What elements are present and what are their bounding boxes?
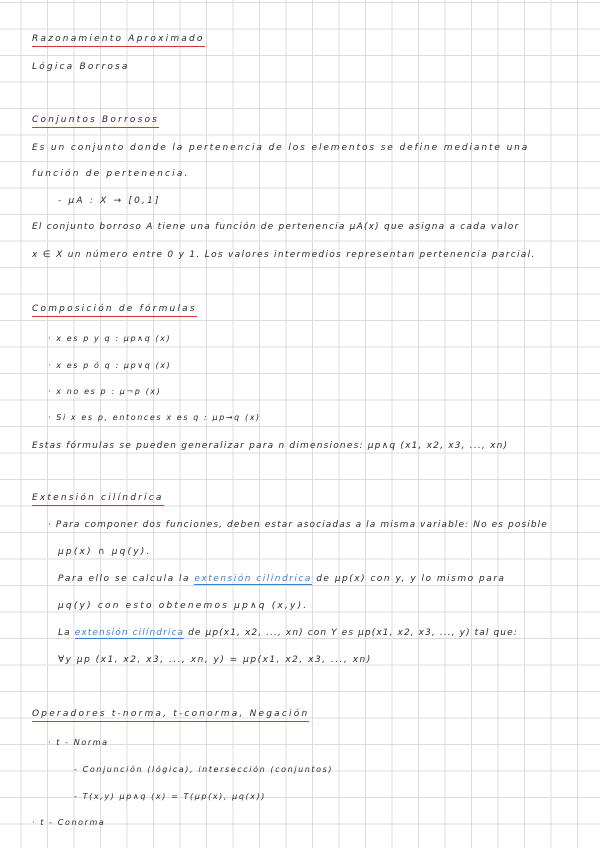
paragraph-line [58,574,505,585]
paragraph-line: Es un conjunto donde la pertenencia de los elementos se define mediante una [32,143,530,153]
section-heading-composicion: Composición de fórmulas [32,304,197,317]
list-item: · x es p ó q : μp∨q (x) [48,361,172,370]
section-heading-operadores: Operadores t-norma, t-conorma, Negación [32,709,309,722]
text-fragment: de μp(x) con y, y lo mismo para [316,574,506,584]
formula-line: ∀y μp (x1, x2, x3, ..., xn, y) = μp(x1, x2, x3, ..., xn) [58,655,372,665]
paragraph-line: · Para componer dos funciones, deben estar asociadas a la misma variable: No es posible [48,520,548,530]
paragraph-line: x ∈ X un número entre 0 y 1. Los valores intermedios representan pertenencia parcial. [32,250,536,260]
section-heading-extension: Extensión cilíndrica [32,493,164,506]
paragraph-line: μp(x) ∩ μq(y). [58,547,152,557]
list-item: · x es p y q : μp∧q (x) [48,334,172,343]
paragraph-line: El conjunto borroso A tiene una función de pertenencia μA(x) que asigna a cada valor [32,222,520,232]
paragraph-line: μq(y) con esto obtenemos μp∧q (x,y). [58,601,309,611]
formula-line: - μA : X → [0,1] [58,196,161,206]
text-fragment: de μp(x1, x2, ..., xn) con Y es μp(x1, x2, x3, ..., y) tal que: [188,628,518,638]
paragraph-line: Estas fórmulas se pueden generalizar para n dimensiones: μp∧q (x1, x2, x3, ..., xn) [32,441,509,451]
list-item: · t - Conorma [32,818,106,827]
highlighted-term: extensión cilíndrica [194,574,312,584]
list-item: - T(x,y) μp∧q (x) = T(μp(x), μq(x)) [74,792,267,801]
note-title: Razonamiento Aproximado [32,34,205,47]
list-item: · x no es p : μ¬p (x) [48,387,162,396]
section-heading-conjuntos: Conjuntos Borrosos [32,115,159,128]
list-item: · Si x es p, entonces x es q : μp→q (x) [48,413,261,422]
highlighted-term: extensión cilíndrica [74,628,185,638]
paragraph-line: función de pertenencia. [32,169,190,179]
list-item: · t - Norma [48,738,109,747]
list-item: - Conjunción (lógica), intersección (conjuntos) [74,765,334,774]
text-fragment: Para ello se calcula la [58,574,191,584]
note-subtitle: Lógica Borrosa [32,62,130,72]
paragraph-line [58,628,518,639]
text-fragment: La [58,628,71,638]
